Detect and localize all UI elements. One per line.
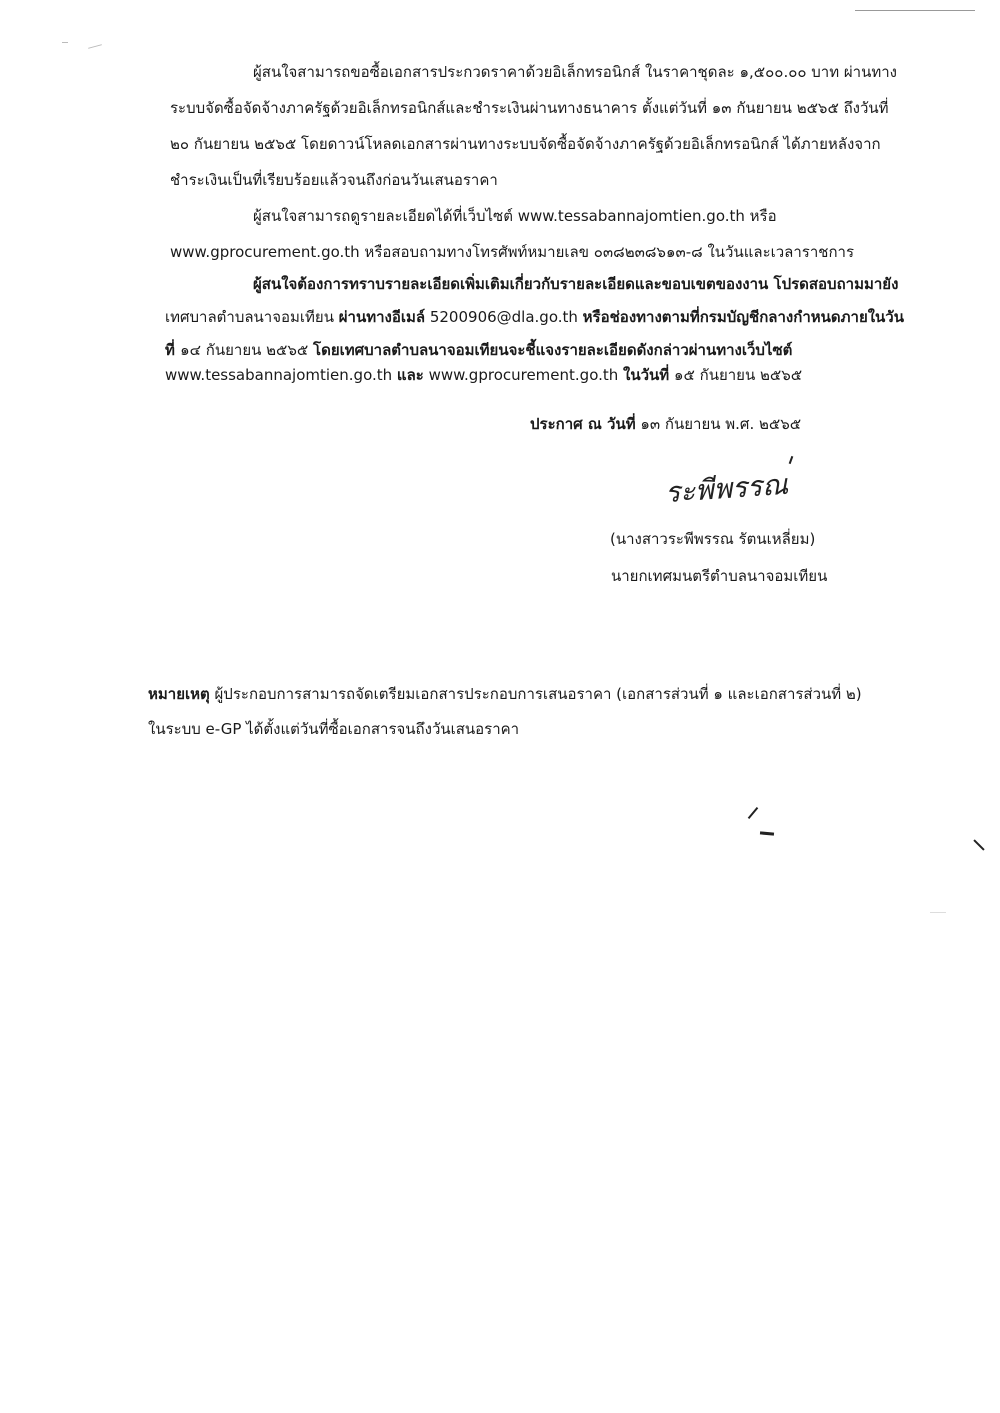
text-run: ผ่านทางอีเมล์ (338, 308, 426, 326)
text-line: ผู้สนใจสามารถดูรายละเอียดได้ที่เว็บไซต์ www.tessabannajomtien.go.th หรือ (253, 207, 777, 225)
text-run: ผู้ประกอบการสามารถจัดเตรียมเอกสารประกอบการเสนอราคา (เอกสารส่วนที่ ๑ และเอกสารส่วนที่ ๒) (209, 685, 862, 703)
text-run: และ (396, 366, 424, 384)
text-line: www.gprocurement.go.th หรือสอบถามทางโทรศัพท์หมายเลข ๐๓๘๒๓๘๖๑๓-๘ ในวันและเวลาราชการ (170, 243, 855, 261)
signer-name: (นางสาวระพีพรรณ รัตนเหลี่ยม) (610, 530, 816, 548)
text-line: ชำระเงินเป็นที่เรียบร้อยแล้วจนถึงก่อนวันเสนอราคา (170, 171, 498, 189)
signature-mark (789, 456, 794, 464)
note (148, 683, 862, 705)
scan-speck (62, 42, 68, 43)
text-run: www.gprocurement.go.th (423, 366, 624, 384)
text-run: หรือช่องทางตามที่กรมบัญชีกลางกำหนดภายในวัน (582, 308, 904, 326)
text-run: ที่ (165, 341, 181, 359)
signature-script: ระพีพรรณ (663, 467, 790, 510)
text-run: ๑๓ กันยายน พ.ศ. ๒๕๖๕ (635, 415, 802, 433)
scan-speck (88, 44, 102, 49)
scan-speck (973, 839, 984, 850)
signer-title: นายกเทศมนตรีตำบลนาจอมเทียน (611, 567, 828, 585)
text-run: ในวันที่ (623, 366, 670, 384)
text-line (165, 339, 792, 361)
text-line: ๒๐ กันยายน ๒๕๖๕ โดยดาวน์โหลดเอกสารผ่านทางระบบจัดซื้อจัดจ้างภาครัฐด้วยอิเล็กทรอนิกส์ ได้ภายหลังจาก (170, 135, 881, 153)
text-line: ผู้สนใจสามารถขอซื้อเอกสารประกวดราคาด้วยอิเล็กทรอนิกส์ ในราคาชุดละ ๑,๕๐๐.๐๐ บาท ผ่านทาง (253, 63, 897, 81)
scan-speck (748, 807, 759, 819)
note-line: ในระบบ e-GP ได้ตั้งแต่วันที่ซื้อเอกสารจนถึงวันเสนอราคา (148, 720, 520, 738)
text-run: ๑๔ กันยายน ๒๕๖๕ (180, 341, 314, 359)
scan-edge-line (855, 10, 975, 11)
announcement-date (530, 413, 801, 435)
text-run: ประกาศ ณ วันที่ (530, 415, 636, 433)
text-line: ระบบจัดซื้อจัดจ้างภาครัฐด้วยอิเล็กทรอนิกส์และชำระเงินผ่านทางธนาคาร ตั้งแต่วันที่ ๑๓ กันยายน ๒๕๖๕ ถึงวันที่ (170, 99, 889, 117)
text-line (165, 306, 904, 328)
text-run: จะชี้แจงรายละเอียดดังกล่าวผ่านทางเว็บไซต์ (508, 341, 793, 359)
text-run: 5200906@dla.go.th (425, 308, 583, 326)
text-run: เทศบาลตำบลนาจอมเทียน (165, 308, 339, 326)
text-run: โดยเทศบาลตำบลนาจอมเทียน (313, 341, 509, 359)
scan-speck (760, 831, 774, 835)
text-line: ผู้สนใจต้องการทราบรายละเอียดเพิ่มเติมเกี่ยวกับรายละเอียดและขอบเขตของงาน โปรดสอบถามมายัง (253, 275, 899, 293)
text-run: www.tessabannajomtien.go.th (165, 366, 397, 384)
text-line (165, 364, 802, 386)
text-run: ๑๕ กันยายน ๒๕๖๕ (669, 366, 803, 384)
scan-speck (930, 912, 946, 913)
note-label: หมายเหตุ (148, 685, 210, 703)
